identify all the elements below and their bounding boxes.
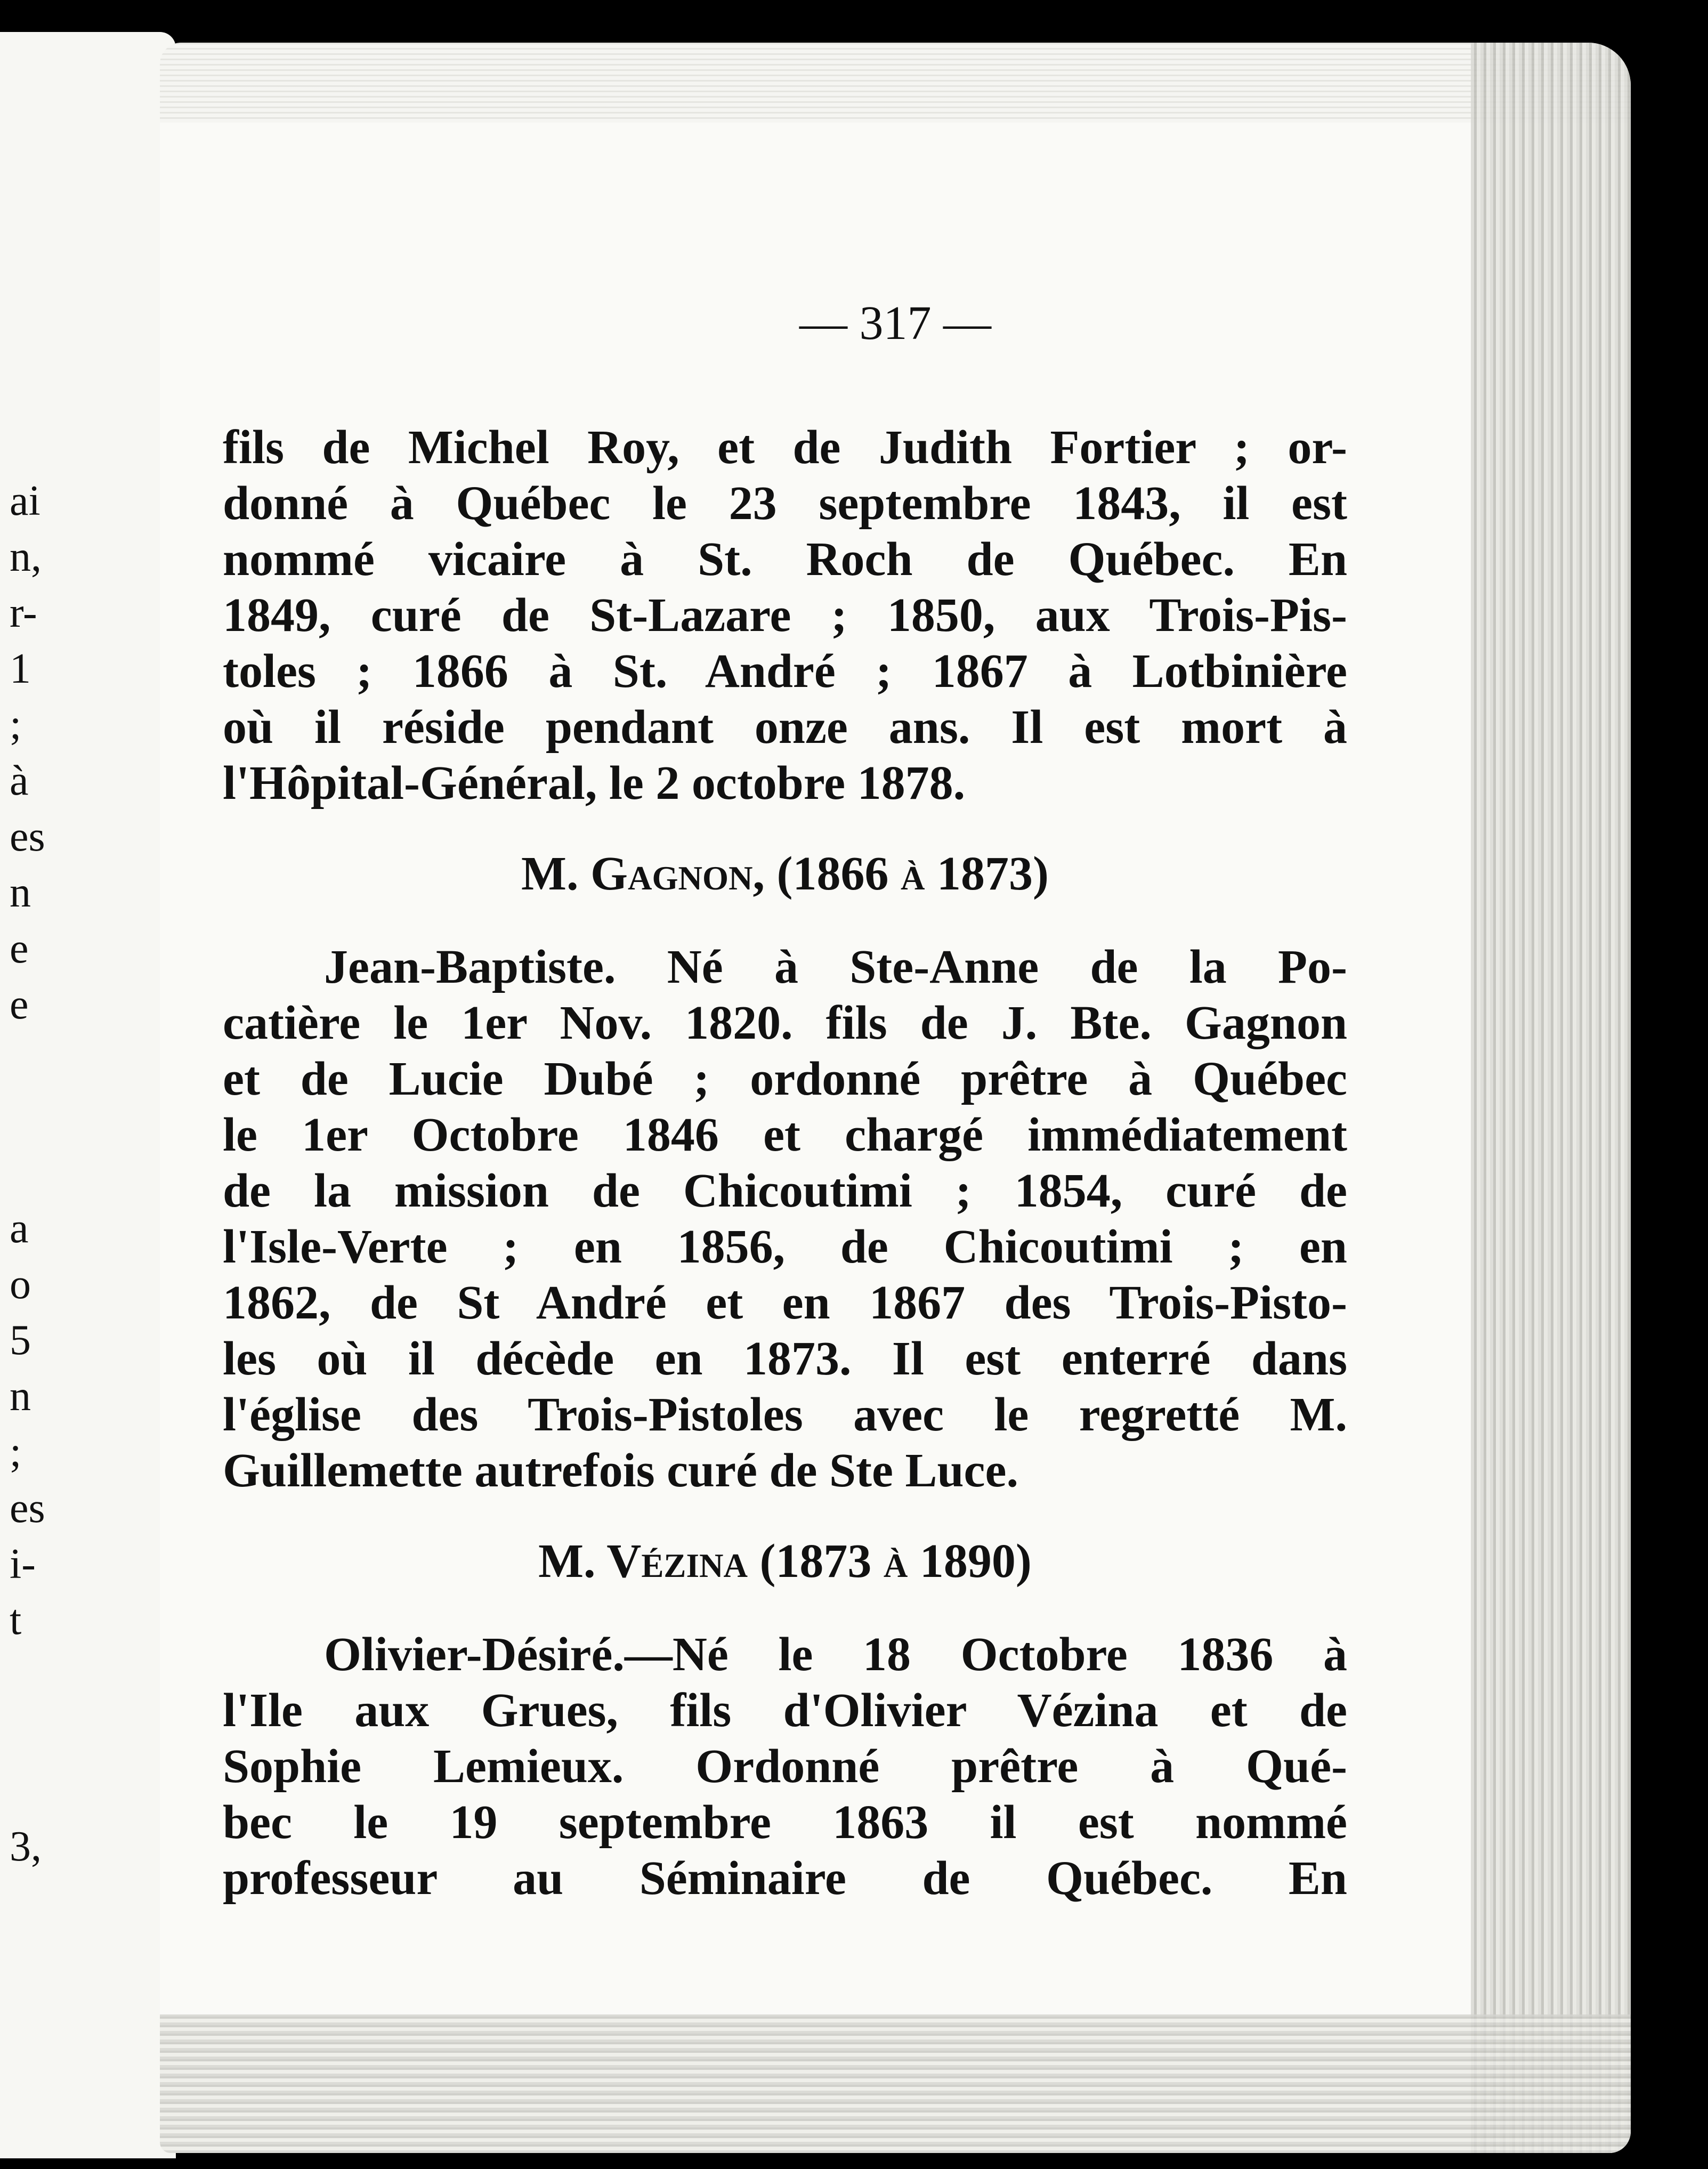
page-edge-bottom (160, 2014, 1631, 2153)
text-line: Olivier-Désiré.—Né le 18 Octobre 1836 à (324, 1628, 1347, 1681)
text-line: Guillemette autrefois curé de Ste Luce. (223, 1444, 1018, 1497)
text-line: le 1er Octobre 1846 et chargé immédiatement (223, 1108, 1347, 1161)
text-line: professeur au Séminaire de Québec. En (223, 1852, 1347, 1905)
left-fragment-text: 3, (10, 1823, 42, 1870)
text-line: Sophie Lemieux. Ordonné prêtre à Qué- (223, 1740, 1347, 1793)
left-fragment-text: n (10, 869, 31, 916)
text-line: 1849, curé de St-Lazare ; 1850, aux Trois-Pis- (223, 589, 1347, 642)
text-line: fils de Michel Roy, et de Judith Fortier ; or- (223, 421, 1347, 474)
left-fragment-text: 1 (10, 645, 31, 692)
section-heading: M. Vézina (1873 à 1890) (538, 1535, 1032, 1588)
left-fragment-text: 5 (10, 1317, 31, 1364)
text-line: où il réside pendant onze ans. Il est mort à (223, 701, 1347, 754)
left-fragment-text: n (10, 1373, 31, 1420)
text-line: l'Ile aux Grues, fils d'Olivier Vézina et de (223, 1684, 1347, 1737)
text-line: de la mission de Chicoutimi ; 1854, curé de (223, 1164, 1347, 1217)
left-fragment-text: n, (10, 533, 42, 580)
left-fragment-text: r- (10, 589, 37, 636)
left-fragment-text: a (10, 1205, 29, 1252)
left-fragment-text: ; (10, 701, 22, 748)
text-line: donné à Québec le 23 septembre 1843, il est (223, 477, 1347, 530)
text-line: nommé vicaire à St. Roch de Québec. En (223, 533, 1347, 586)
text-line: et de Lucie Dubé ; ordonné prêtre à Québec (223, 1053, 1347, 1105)
book-page (160, 43, 1631, 2153)
left-fragment-text: o (10, 1261, 31, 1308)
left-fragment-text: à (10, 757, 29, 804)
left-fragment-text: ai (10, 477, 41, 524)
text-line: toles ; 1866 à St. André ; 1867 à Lotbinière (223, 645, 1347, 698)
left-fragment-text: e (10, 981, 29, 1028)
page-edge-top (160, 43, 1631, 123)
text-line: l'Hôpital-Général, le 2 octobre 1878. (223, 757, 966, 810)
left-fragment-text: es (10, 1485, 45, 1532)
text-line: les où il décède en 1873. Il est enterré dans (223, 1332, 1347, 1385)
left-fragment-text: es (10, 813, 45, 860)
text-line: catière le 1er Nov. 1820. fils de J. Bte. Gagnon (223, 997, 1347, 1049)
text-line: bec le 19 septembre 1863 il est nommé (223, 1796, 1347, 1849)
left-page-fragment (0, 32, 176, 2158)
page-edge-right (1471, 43, 1631, 2153)
text-line: 1862, de St André et en 1867 des Trois-Pisto- (223, 1276, 1347, 1329)
page-number: — 317 — (799, 297, 991, 350)
text-line: l'Isle-Verte ; en 1856, de Chicoutimi ; en (223, 1220, 1347, 1273)
left-fragment-text: ; (10, 1429, 22, 1476)
text-line: Jean-Baptiste. Né à Ste-Anne de la Po- (324, 941, 1347, 993)
left-fragment-text: e (10, 925, 29, 972)
left-fragment-text: t (10, 1597, 22, 1644)
left-fragment-text: i- (10, 1541, 36, 1588)
section-heading: M. Gagnon, (1866 à 1873) (521, 847, 1049, 900)
text-line: l'église des Trois-Pistoles avec le regretté M. (223, 1388, 1347, 1441)
